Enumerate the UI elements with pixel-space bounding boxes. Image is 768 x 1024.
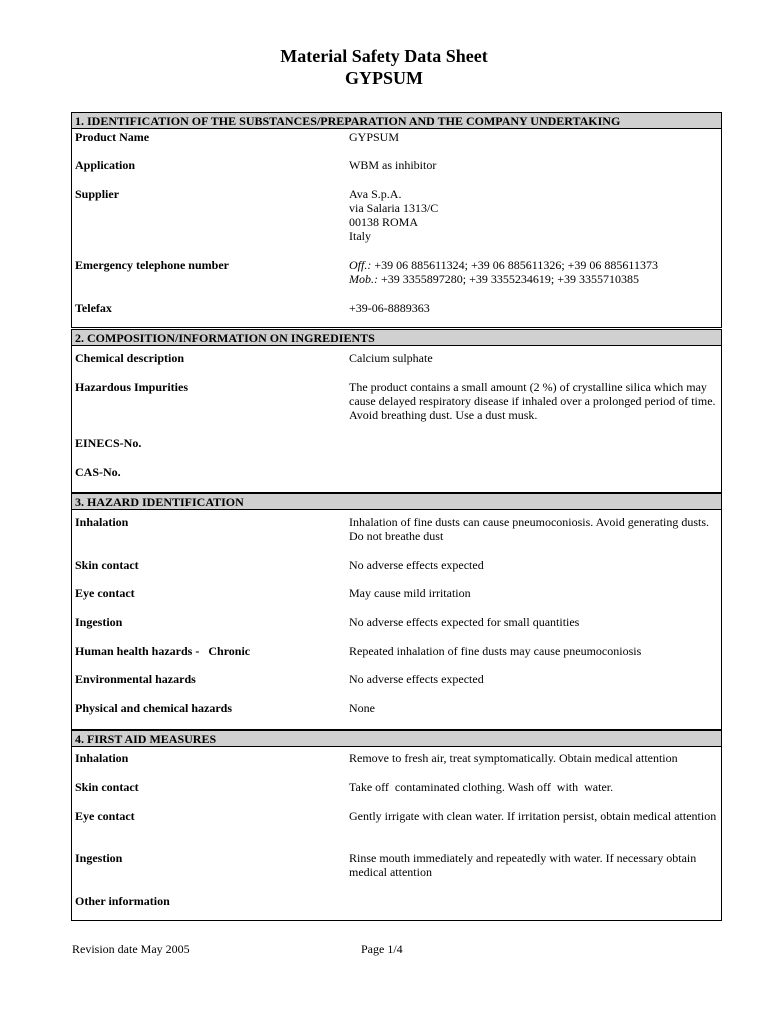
- row-label: Ingestion: [75, 851, 123, 865]
- row-label: Telefax: [75, 301, 112, 315]
- row-value: Take off contaminated clothing. Wash off with water.: [349, 780, 614, 794]
- row-label: CAS-No.: [75, 465, 121, 479]
- row-value: Rinse mouth immediately and repeatedly with water. If necessary obtain medical attention: [349, 851, 697, 879]
- row-label: Physical and chemical hazards: [75, 701, 233, 715]
- section-heading: 2. COMPOSITION/INFORMATION ON INGREDIENTS: [72, 330, 721, 346]
- section-heading: 1. IDENTIFICATION OF THE SUBSTANCES/PREPARATION AND THE COMPANY UNDERTAKING: [72, 113, 721, 129]
- row-value: Calcium sulphate: [349, 351, 433, 365]
- section-identification: [71, 112, 722, 328]
- row-label: Eye contact: [75, 586, 135, 600]
- row-label: Ingestion: [75, 615, 123, 629]
- row-label: Product Name: [75, 130, 150, 144]
- row-value: Remove to fresh air, treat symptomatically. Obtain medical attention: [349, 751, 678, 765]
- row-label: Chemical description: [75, 351, 184, 365]
- row-label: Inhalation: [75, 515, 129, 529]
- row-value: +39-06-8889363: [349, 301, 430, 315]
- section-composition: [71, 329, 722, 493]
- page-number: Page 1/4: [361, 942, 403, 956]
- row-label: Skin contact: [75, 558, 139, 572]
- product-title: GYPSUM: [345, 68, 423, 88]
- row-label: Environmental hazards: [75, 672, 196, 686]
- row-value: May cause mild irritation: [349, 586, 471, 600]
- row-value: None: [349, 701, 375, 715]
- row-label: Inhalation: [75, 751, 129, 765]
- page-title: Material Safety Data Sheet: [280, 46, 488, 66]
- row-value: No adverse effects expected for small quantities: [349, 615, 580, 629]
- row-value: No adverse effects expected: [349, 672, 484, 686]
- row-label: Application: [75, 158, 136, 172]
- row-value: Ava S.p.A. via Salaria 1313/C 00138 ROMA Italy: [349, 187, 439, 243]
- row-label: Emergency telephone number: [75, 258, 229, 272]
- row-label: EINECS-No.: [75, 436, 142, 450]
- row-value: Inhalation of fine dusts can cause pneumoconiosis. Avoid generating dusts. Do not breathe dust: [349, 515, 710, 543]
- row-label: Eye contact: [75, 809, 135, 823]
- row-label: Human health hazards - Chronic: [75, 644, 251, 658]
- row-label: Other information: [75, 894, 170, 908]
- row-label: Supplier: [75, 187, 120, 201]
- revision-date: Revision date May 2005: [72, 942, 190, 956]
- section-heading: 4. FIRST AID MEASURES: [72, 731, 721, 747]
- row-value: Repeated inhalation of fine dusts may cause pneumoconiosis: [349, 644, 642, 658]
- row-value: GYPSUM: [349, 130, 400, 144]
- row-value: Off.: +39 06 885611324; +39 06 885611326; +39 06 885611373 Mob.: +39 3355897280; +39 3355234619; +39 3355710385: [349, 258, 658, 286]
- row-value: WBM as inhibitor: [349, 158, 437, 172]
- section-first-aid: [71, 730, 722, 921]
- section-heading: 3. HAZARD IDENTIFICATION: [72, 494, 721, 510]
- section-hazard-identification: [71, 493, 722, 730]
- row-value: Gently irrigate with clean water. If irritation persist, obtain medical attention: [349, 809, 717, 823]
- row-label: Hazardous Impurities: [75, 380, 189, 394]
- row-value: No adverse effects expected: [349, 558, 484, 572]
- row-label: Skin contact: [75, 780, 139, 794]
- row-value: The product contains a small amount (2 %) of crystalline silica which may cause delayed respiratory disease if inhaled over a prolonged period of time. Avoid breathing dust. Use a dust musk.: [349, 380, 716, 422]
